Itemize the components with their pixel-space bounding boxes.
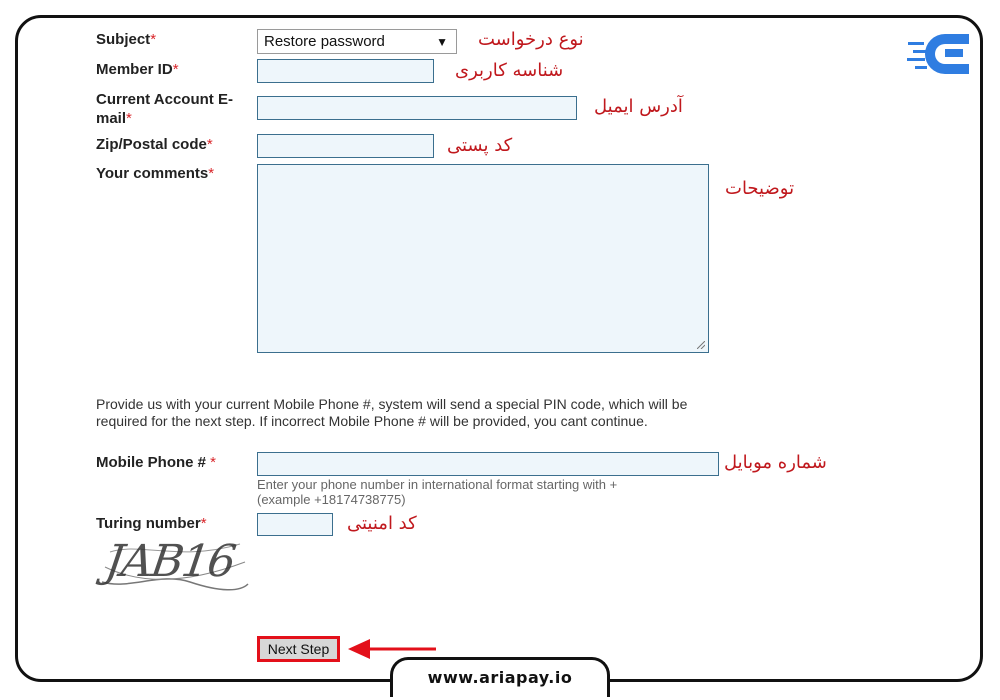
mobile-label: Mobile Phone # * [96,454,217,471]
zip-input[interactable] [257,134,434,158]
next-step-button[interactable]: Next Step [257,636,340,662]
turing-label: Turing number* [96,515,207,532]
turing-input[interactable] [257,513,333,536]
zip-label: Zip/Postal code* [96,136,213,153]
email-input[interactable] [257,96,577,120]
email-label: Current Account E- mail* [96,91,233,127]
email-fa-annotation: آدرس ایمیل [594,96,683,117]
comments-label: Your comments* [96,165,215,182]
footer-site-url: www.ariapay.io [427,668,573,687]
ariapay-logo [905,30,973,78]
footer-site-tab [390,657,610,697]
subject-label: Subject* [96,31,157,48]
turing-fa-annotation: کد امنیتی [347,513,417,534]
ariapay-logo-icon [905,30,973,78]
subject-fa-annotation: نوع درخواست [478,29,584,50]
mobile-hint: Enter your phone number in international format starting with + (example +18174738775) [257,477,618,507]
captcha-text: JAB16 [102,536,238,587]
mobile-input[interactable] [257,452,719,476]
chevron-down-icon: ▼ [436,35,448,49]
subject-select[interactable] [257,29,457,54]
resize-handle-icon[interactable] [697,341,705,349]
subject-select-value: Restore password [264,33,385,50]
captcha-image [100,532,250,596]
zip-fa-annotation: کد پستی [447,135,513,156]
comments-textarea[interactable] [257,164,709,353]
member-id-label: Member ID* [96,61,179,78]
mobile-fa-annotation: شماره موبایل [724,452,827,473]
mobile-info-text: Provide us with your current Mobile Phone #, system will send a special PIN code, which will be required for the next step. If incorrect Mobile Phone # will be provided, you cant continue. [96,396,688,429]
member-id-input[interactable] [257,59,434,83]
member-id-fa-annotation: شناسه کاربری [455,60,564,81]
comments-fa-annotation: توضیحات [725,178,795,199]
